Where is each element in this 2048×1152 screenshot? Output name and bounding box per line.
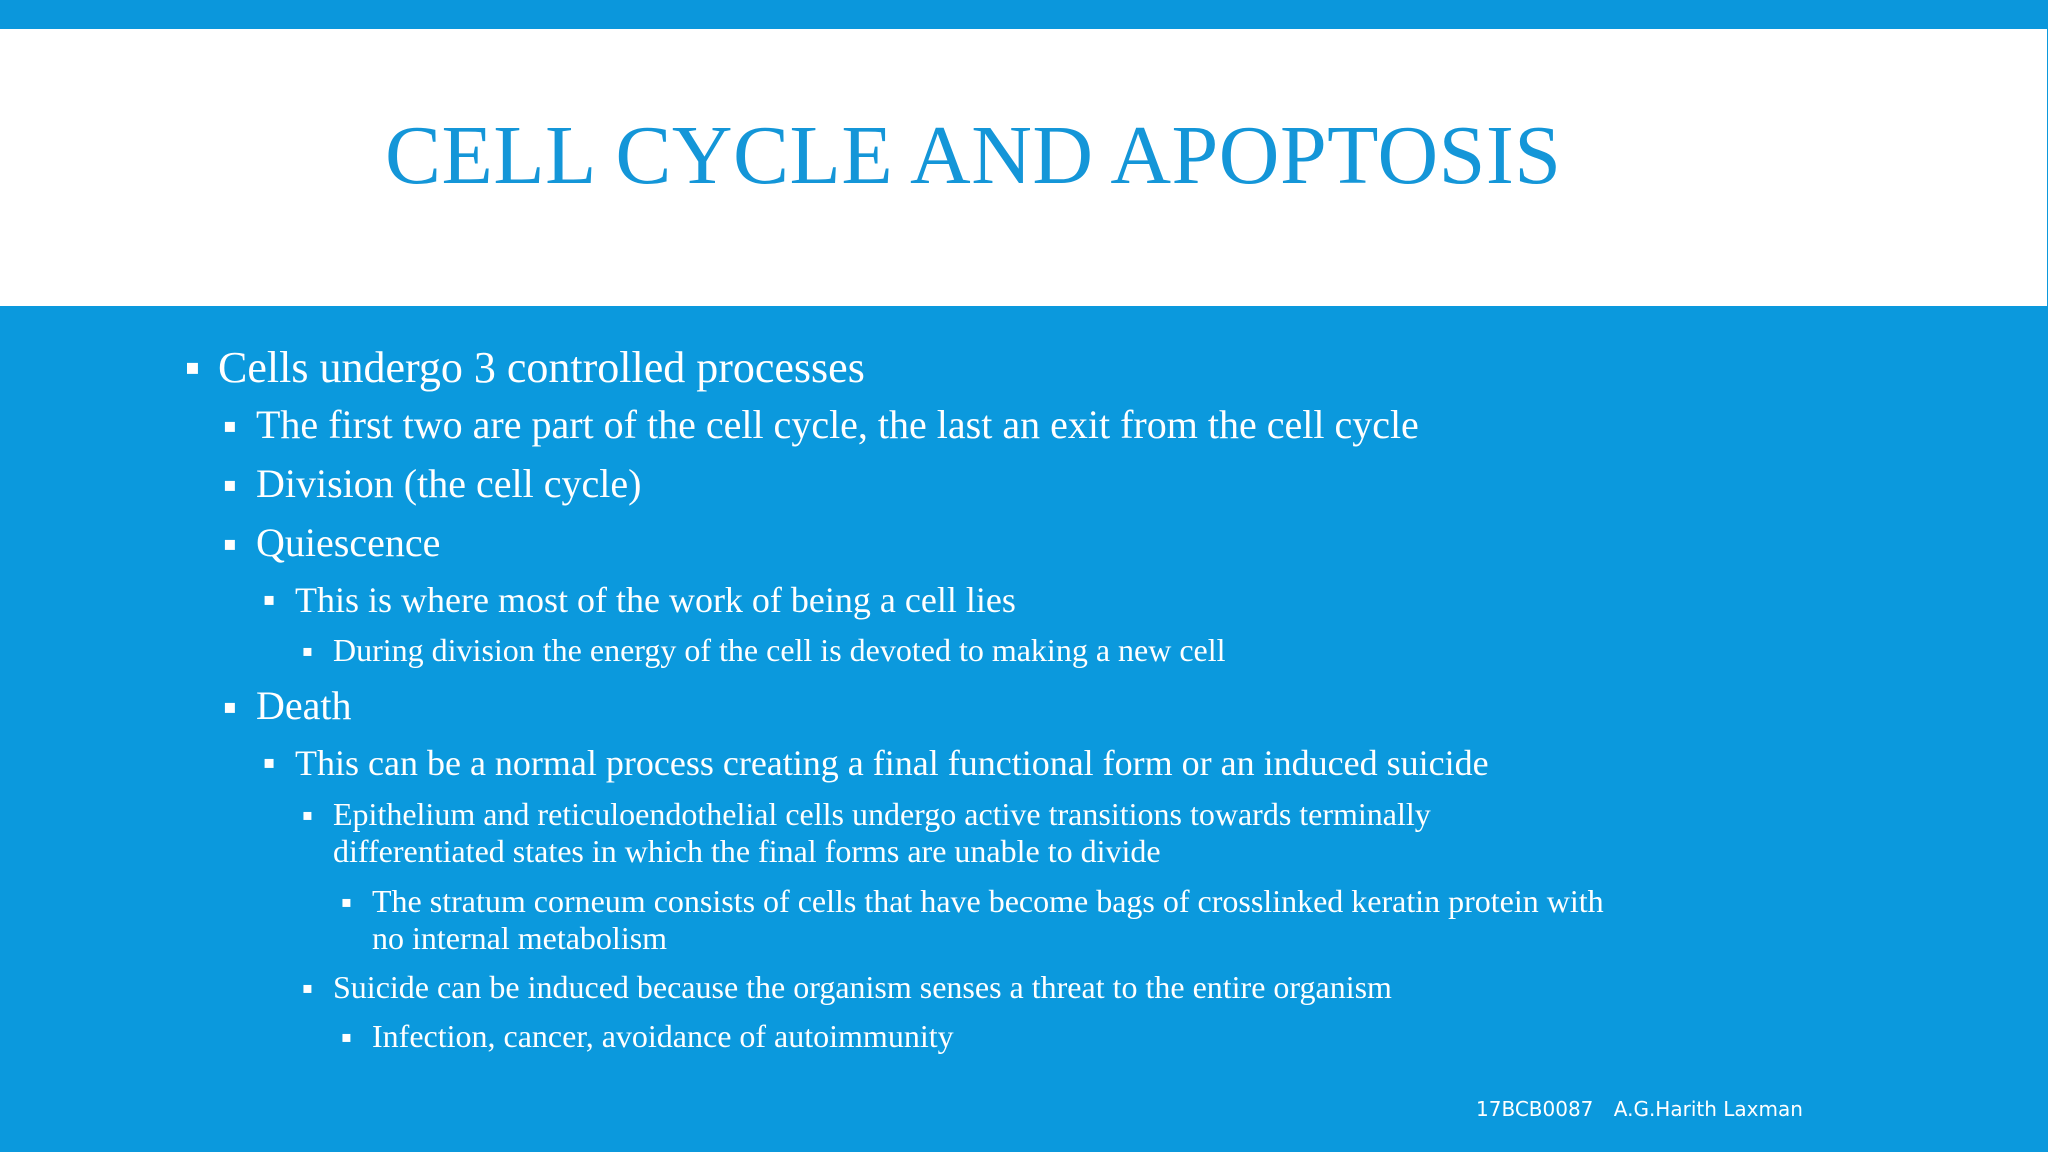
bullet-item	[341, 1018, 954, 1055]
square-bullet-icon: ▪	[223, 531, 237, 555]
square-bullet-icon: ▪	[302, 978, 313, 997]
bullet-text: Division (the cell cycle)	[256, 461, 642, 506]
footer-author: A.G.Harith Laxman	[1613, 1097, 1803, 1121]
bullet-text: Infection, cancer, avoidance of autoimmunity	[372, 1018, 954, 1054]
bullet-text: Quiescence	[256, 520, 441, 565]
slide-footer	[1476, 1096, 1803, 1122]
square-bullet-icon: ▪	[223, 694, 237, 718]
square-bullet-icon: ▪	[223, 413, 237, 437]
bullet-text: This can be a normal process creating a final functional form or an induced suicide	[295, 743, 1489, 783]
bullet-text: Cells undergo 3 controlled processes	[218, 343, 865, 392]
bullet-item	[223, 460, 641, 508]
bullet-item	[223, 519, 440, 567]
square-bullet-icon: ▪	[185, 355, 200, 380]
square-bullet-icon: ▪	[263, 589, 276, 610]
bullet-item	[223, 401, 1419, 449]
square-bullet-icon: ▪	[223, 472, 237, 496]
bullet-item	[263, 578, 1016, 622]
square-bullet-icon: ▪	[302, 641, 313, 660]
bullet-item	[302, 969, 1392, 1006]
slide-title: CELL CYCLE AND APOPTOSIS	[385, 109, 1562, 202]
bullet-text: Suicide can be induced because the organism senses a threat to the entire organism	[333, 969, 1392, 1005]
bullet-text: The first two are part of the cell cycle, the last an exit from the cell cycle	[256, 402, 1419, 447]
square-bullet-icon: ▪	[263, 752, 276, 773]
bullet-item	[263, 741, 1489, 785]
bullet-text-continuation: no internal metabolism	[372, 920, 668, 956]
footer-id: 17BCB0087	[1476, 1097, 1594, 1121]
bullet-text: The stratum corneum consists of cells that have become bags of crosslinked keratin protein with	[372, 883, 1604, 919]
bullet-text: Death	[256, 683, 352, 728]
square-bullet-icon: ▪	[302, 805, 313, 824]
bullet-item	[223, 682, 352, 730]
bullet-text: During division the energy of the cell is devoted to making a new cell	[333, 632, 1226, 668]
bullet-item	[302, 632, 1226, 669]
bullet-text: Epithelium and reticuloendothelial cells undergo active transitions towards terminally	[333, 796, 1431, 832]
square-bullet-icon: ▪	[341, 892, 352, 911]
bullet-text-continuation: differentiated states in which the final forms are unable to divide	[333, 833, 1161, 869]
bullet-item	[185, 342, 865, 394]
bullet-text: This is where most of the work of being a cell lies	[295, 580, 1016, 620]
bullet-item	[302, 796, 1431, 870]
square-bullet-icon: ▪	[341, 1027, 352, 1046]
bullet-item	[341, 883, 1604, 957]
